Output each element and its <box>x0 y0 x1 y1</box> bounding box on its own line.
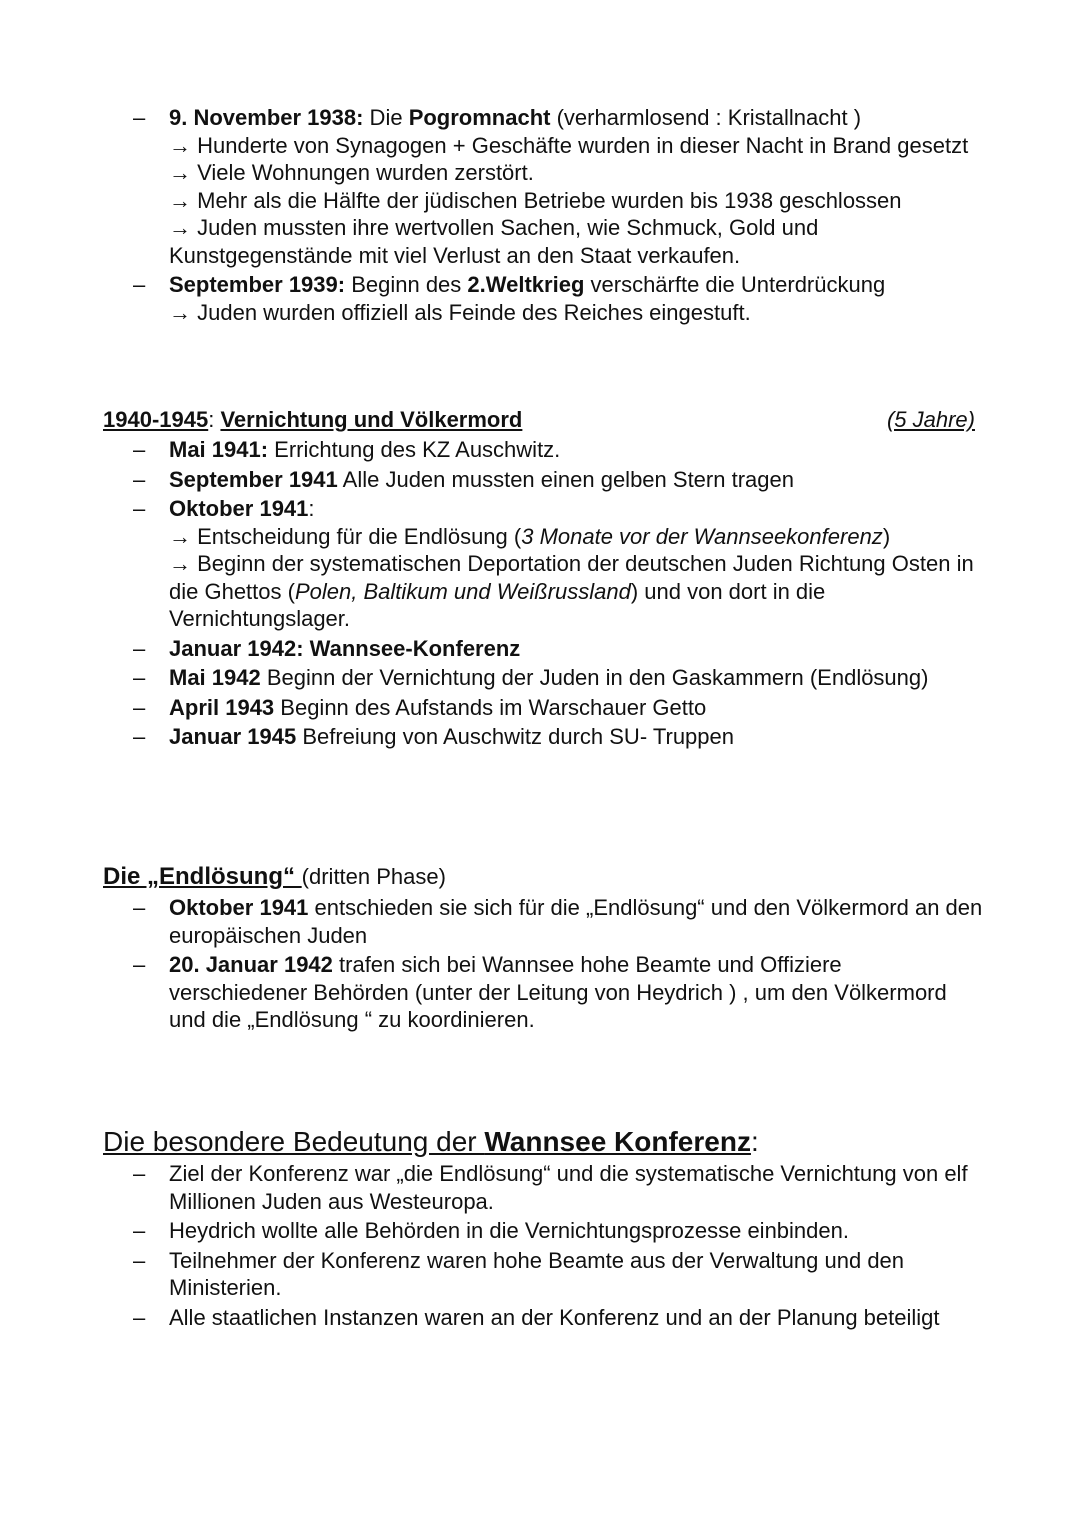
section-1938-1939 <box>103 104 983 328</box>
detail-line: → Viele Wohnungen wurden zerstört. <box>169 160 534 185</box>
heading-keyword: Wannsee Konferenz <box>484 1126 751 1157</box>
detail-text: → Beginn der systematischen Deportation der deutschen Juden Richtung Osten in die Ghettos ( <box>169 551 974 604</box>
list-item <box>103 495 983 633</box>
heading-subtitle: (dritten Phase) <box>301 864 446 889</box>
event-keyword: Pogromnacht <box>408 105 551 130</box>
list-item <box>103 694 983 722</box>
event-date: September 1939: <box>169 272 346 297</box>
list-item <box>103 104 983 269</box>
list-item <box>103 723 983 751</box>
list-item: – Teilnehmer der Konferenz waren hohe Beamte aus der Verwaltung und den Ministerien. <box>103 1247 983 1302</box>
section-endloesung <box>103 862 983 1036</box>
event-text: trafen sich bei Wannsee hohe Beamte und Offiziere verschiedener Behörden (unter der Leitung von Heydrich ) , um den Völkermord und die „Endlösung “ zu koordinieren. <box>169 952 947 1032</box>
point-list <box>103 1160 983 1331</box>
event-list <box>103 104 983 326</box>
section-heading <box>103 862 983 892</box>
event-date: Mai 1941: <box>169 437 269 462</box>
detail-line: → Hunderte von Synagogen + Geschäfte wurden in dieser Nacht in Brand gesetzt <box>169 132 969 158</box>
detail-text: ) <box>882 523 891 549</box>
event-text: entschieden sie sich für die „Endlösung“ und den Völkermord an den europäischen Juden <box>169 895 983 948</box>
heading-title: Die „Endlösung“ <box>103 863 302 890</box>
event-list <box>103 436 983 751</box>
event-date: Oktober 1941 <box>169 496 309 521</box>
section-heading <box>103 1124 983 1160</box>
event-text-bold: Januar 1942: Wannsee-Konferenz <box>169 635 521 661</box>
event-date: Oktober 1941 <box>169 895 309 920</box>
event-date: 9. November 1938: <box>169 105 364 130</box>
list-item: – Ziel der Konferenz war „die Endlösung“ und die systematische Vernichtung von elf Millionen Juden aus Westeuropa. <box>103 1160 983 1215</box>
list-item <box>103 664 983 692</box>
detail-line: → Juden wurden offiziell als Feinde des Reiches eingestuft. <box>169 299 751 325</box>
event-text: Errichtung des KZ Auschwitz. <box>268 437 561 462</box>
event-text: Beginn des <box>345 272 468 297</box>
detail-line <box>169 523 983 551</box>
section-heading <box>103 406 983 434</box>
detail-line: → Mehr als die Hälfte der jüdischen Betriebe wurden bis 1938 geschlossen <box>169 187 902 213</box>
list-item <box>103 271 983 326</box>
list-item <box>103 635 983 663</box>
detail-text: ) und von dort in die Vernichtungslager. <box>169 578 826 631</box>
detail-text: → Entscheidung für die Endlösung ( <box>169 523 522 549</box>
heading-colon: : <box>208 407 221 432</box>
event-date: 20. Januar 1942 <box>169 952 333 977</box>
list-item <box>103 894 983 949</box>
section-wannsee-bedeutung <box>103 1124 983 1333</box>
heading-colon: : <box>750 1126 759 1157</box>
event-text: : <box>308 496 315 521</box>
event-text: Beginn der Vernichtung der Juden in den Gaskammern (Endlösung) <box>260 665 929 690</box>
event-date: September 1941 <box>169 466 338 492</box>
event-text: Beginn des Aufstands im Warschauer Getto <box>274 694 707 720</box>
list-item <box>103 466 983 494</box>
detail-line: → Juden mussten ihre wertvollen Sachen, wie Schmuck, Gold und Kunstgegenstände mit viel Verlust an den Staat verkaufen. <box>169 215 819 268</box>
detail-italic: 3 Monate vor der Wannseekonferenz <box>521 523 883 549</box>
event-list <box>103 894 983 1034</box>
event-text: verschärfte die Unterdrückung <box>584 272 886 297</box>
detail-italic: Polen, Baltikum und Weißrussland <box>294 578 631 604</box>
heading-years: 1940-1945 <box>103 407 209 432</box>
event-date: April 1943 <box>169 694 275 720</box>
section-1940-1945 <box>103 406 983 753</box>
event-text: Befreiung von Auschwitz durch SU- Truppen <box>296 724 734 749</box>
event-text: Alle Juden mussten einen gelben Stern tragen <box>337 466 794 492</box>
detail-line <box>169 550 983 633</box>
event-keyword: 2.Weltkrieg <box>467 272 585 297</box>
duration-note: (5 Jahre) <box>886 407 975 432</box>
event-date: Mai 1942 <box>169 665 261 690</box>
event-text: Die <box>363 105 409 130</box>
heading-text: Die besondere Bedeutung der <box>103 1126 485 1157</box>
list-item: – Heydrich wollte alle Behörden in die Vernichtungsprozesse einbinden. <box>103 1217 983 1245</box>
list-item <box>103 436 983 464</box>
list-item: – Alle staatlichen Instanzen waren an der Konferenz und an der Planung beteiligt <box>103 1304 983 1332</box>
heading-title: Vernichtung und Völkermord <box>220 407 523 432</box>
list-item <box>103 951 983 1034</box>
event-text: (verharmlosend : Kristallnacht ) <box>550 105 862 130</box>
event-date: Januar 1945 <box>169 724 297 749</box>
